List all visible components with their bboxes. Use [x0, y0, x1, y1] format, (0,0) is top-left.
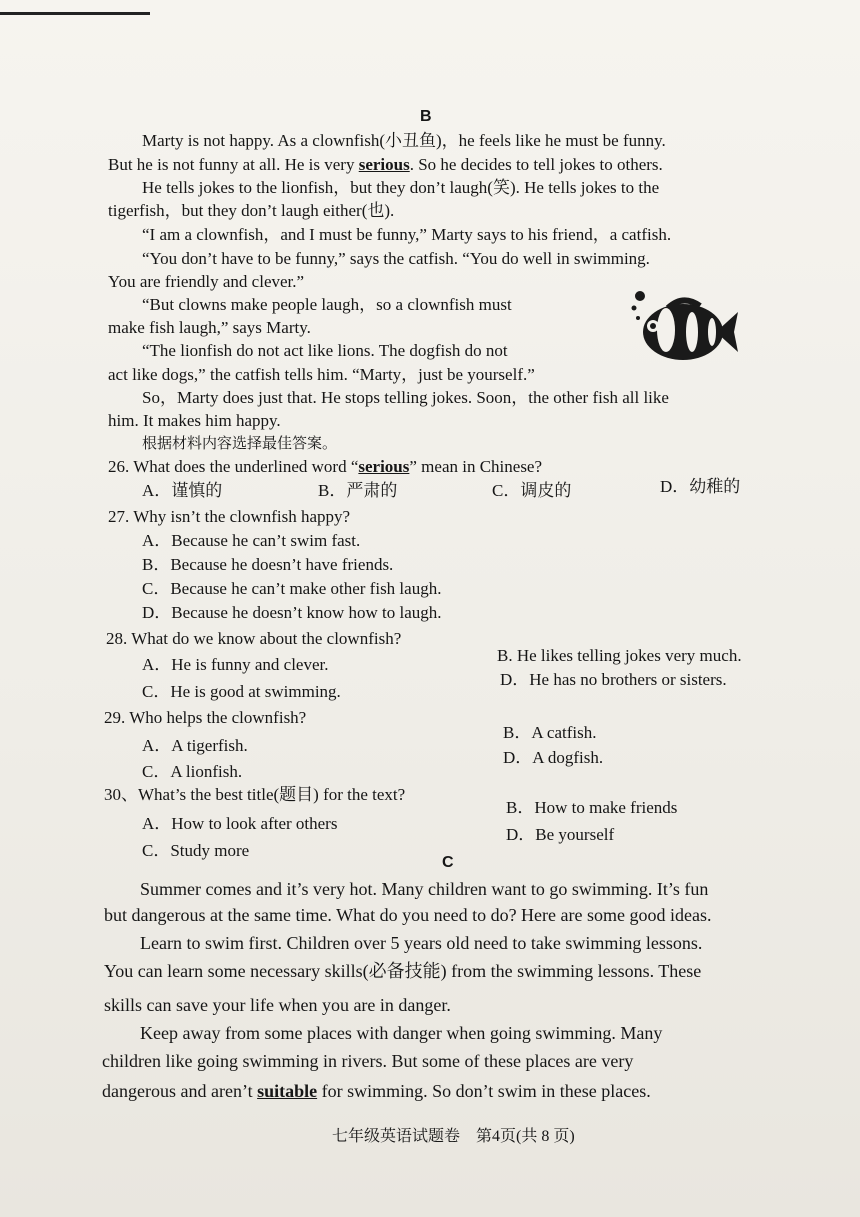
c-p3-text-a: dangerous and aren’t [102, 1081, 258, 1101]
q28-option-a[interactable]: A．He is funny and clever. [142, 655, 329, 674]
q27-option-c[interactable]: C．Because he can’t make other fish laugh. [142, 579, 442, 598]
q29-option-d[interactable]: D．A dogfish. [503, 748, 604, 767]
b-p6-line2: act like dogs,” the catfish tells him. “Marty，just be yourself.” [108, 365, 535, 384]
q27-option-d[interactable]: D．Because he doesn’t know how to laugh. [142, 603, 442, 622]
q30-option-b[interactable]: B．How to make friends [506, 798, 678, 817]
b-p1-text-b: . So he decides to tell jokes to others. [409, 155, 663, 174]
q26-stem-a: 26. What does the underlined word “ [108, 457, 359, 476]
b-p1-line2 [108, 154, 663, 176]
q26-option-a[interactable]: A．谨慎的 [142, 481, 223, 500]
b-p3-line: “I am a clownfish，and I must be funny,” Marty says to his friend，a catfish. [142, 225, 672, 244]
q26-stem-b: ” mean in Chinese? [409, 457, 543, 476]
section-c-heading: C [442, 854, 454, 871]
b-p7-line1: So，Marty does just that. He stops telling jokes. Soon，the other fish all like [142, 388, 669, 407]
q26-stem [108, 456, 542, 478]
b-p1-line1: Marty is not happy. As a clownfish(小丑鱼)，he feels like he must be funny. [142, 131, 666, 150]
page-footer: 七年级英语试题卷 第4页(共 8 页) [332, 1128, 575, 1145]
q26-option-d[interactable]: D．幼稚的 [660, 477, 741, 496]
b-p4-line1: “You don’t have to be funny,” says the catfish. “You do well in swimming. [142, 249, 650, 268]
q30-option-d[interactable]: D．Be yourself [506, 825, 615, 844]
q28-stem: 28. What do we know about the clownfish? [106, 629, 402, 648]
q26-stem-word: serious [358, 457, 410, 476]
c-p2-line1: Learn to swim first. Children over 5 years old need to take swimming lessons. [140, 933, 703, 953]
c-p1-line1: Summer comes and it’s very hot. Many children want to go swimming. It’s fun [140, 879, 709, 899]
b-p5-line2: make fish laugh,” says Marty. [108, 318, 311, 337]
b-p2-line2: tigerfish，but they don’t laugh either(也). [108, 201, 395, 220]
underlined-word-serious: serious [358, 155, 410, 174]
clownfish-icon [628, 290, 740, 370]
top-border-line [0, 12, 150, 15]
q29-option-a[interactable]: A．A tigerfish. [142, 736, 248, 755]
b-p4-line2: You are friendly and clever.” [108, 272, 305, 291]
q30-option-a[interactable]: A．How to look after others [142, 814, 338, 833]
q28-option-c[interactable]: C．He is good at swimming. [142, 682, 341, 701]
c-p2-line3: skills can save your life when you are in danger. [104, 995, 451, 1015]
section-b-heading: B [420, 108, 432, 125]
b-p1-text-a: But he is not funny at all. He is very [108, 155, 359, 174]
b-p2-line1: He tells jokes to the lionfish，but they don’t laugh(笑). He tells jokes to the [142, 178, 660, 197]
q27-option-b[interactable]: B．Because he doesn’t have friends. [142, 555, 394, 574]
c-p2-line2: You can learn some necessary skills(必备技能) from the swimming lessons. These [104, 961, 702, 981]
b-p5-line1: “But clowns make people laugh，so a clownfish must [142, 295, 512, 314]
q29-option-b[interactable]: B．A catfish. [503, 723, 597, 742]
c-p1-line2: but dangerous at the same time. What do you need to do? Here are some good ideas. [104, 905, 712, 925]
c-p3-line2: children like going swimming in rivers. But some of these places are very [102, 1051, 634, 1071]
q28-option-b[interactable]: B. He likes telling jokes very much. [497, 646, 742, 665]
b-p6-line1: “The lionfish do not act like lions. The dogfish do not [142, 341, 508, 360]
q28-option-d[interactable]: D．He has no brothers or sisters. [500, 670, 727, 689]
q29-option-c[interactable]: C．A lionfish. [142, 762, 243, 781]
q27-option-a[interactable]: A．Because he can’t swim fast. [142, 531, 361, 550]
b-p7-line2: him. It makes him happy. [108, 411, 281, 430]
c-p3-line1: Keep away from some places with danger when going swimming. Many [140, 1023, 663, 1043]
c-p3-text-b: for swimming. So don’t swim in these places. [317, 1081, 651, 1101]
q29-stem: 29. Who helps the clownfish? [104, 708, 307, 727]
q26-option-b[interactable]: B．严肃的 [318, 481, 398, 500]
q26-option-c[interactable]: C．调皮的 [492, 481, 572, 500]
q30-stem: 30、What’s the best title(题目) for the text? [104, 785, 406, 804]
instruction-text: 根据材料内容选择最佳答案。 [142, 436, 338, 452]
underlined-word-suitable: suitable [257, 1081, 318, 1101]
q27-stem: 27. Why isn’t the clownfish happy? [108, 507, 351, 526]
c-p3-line3 [102, 1080, 651, 1102]
q30-option-c[interactable]: C．Study more [142, 841, 250, 860]
